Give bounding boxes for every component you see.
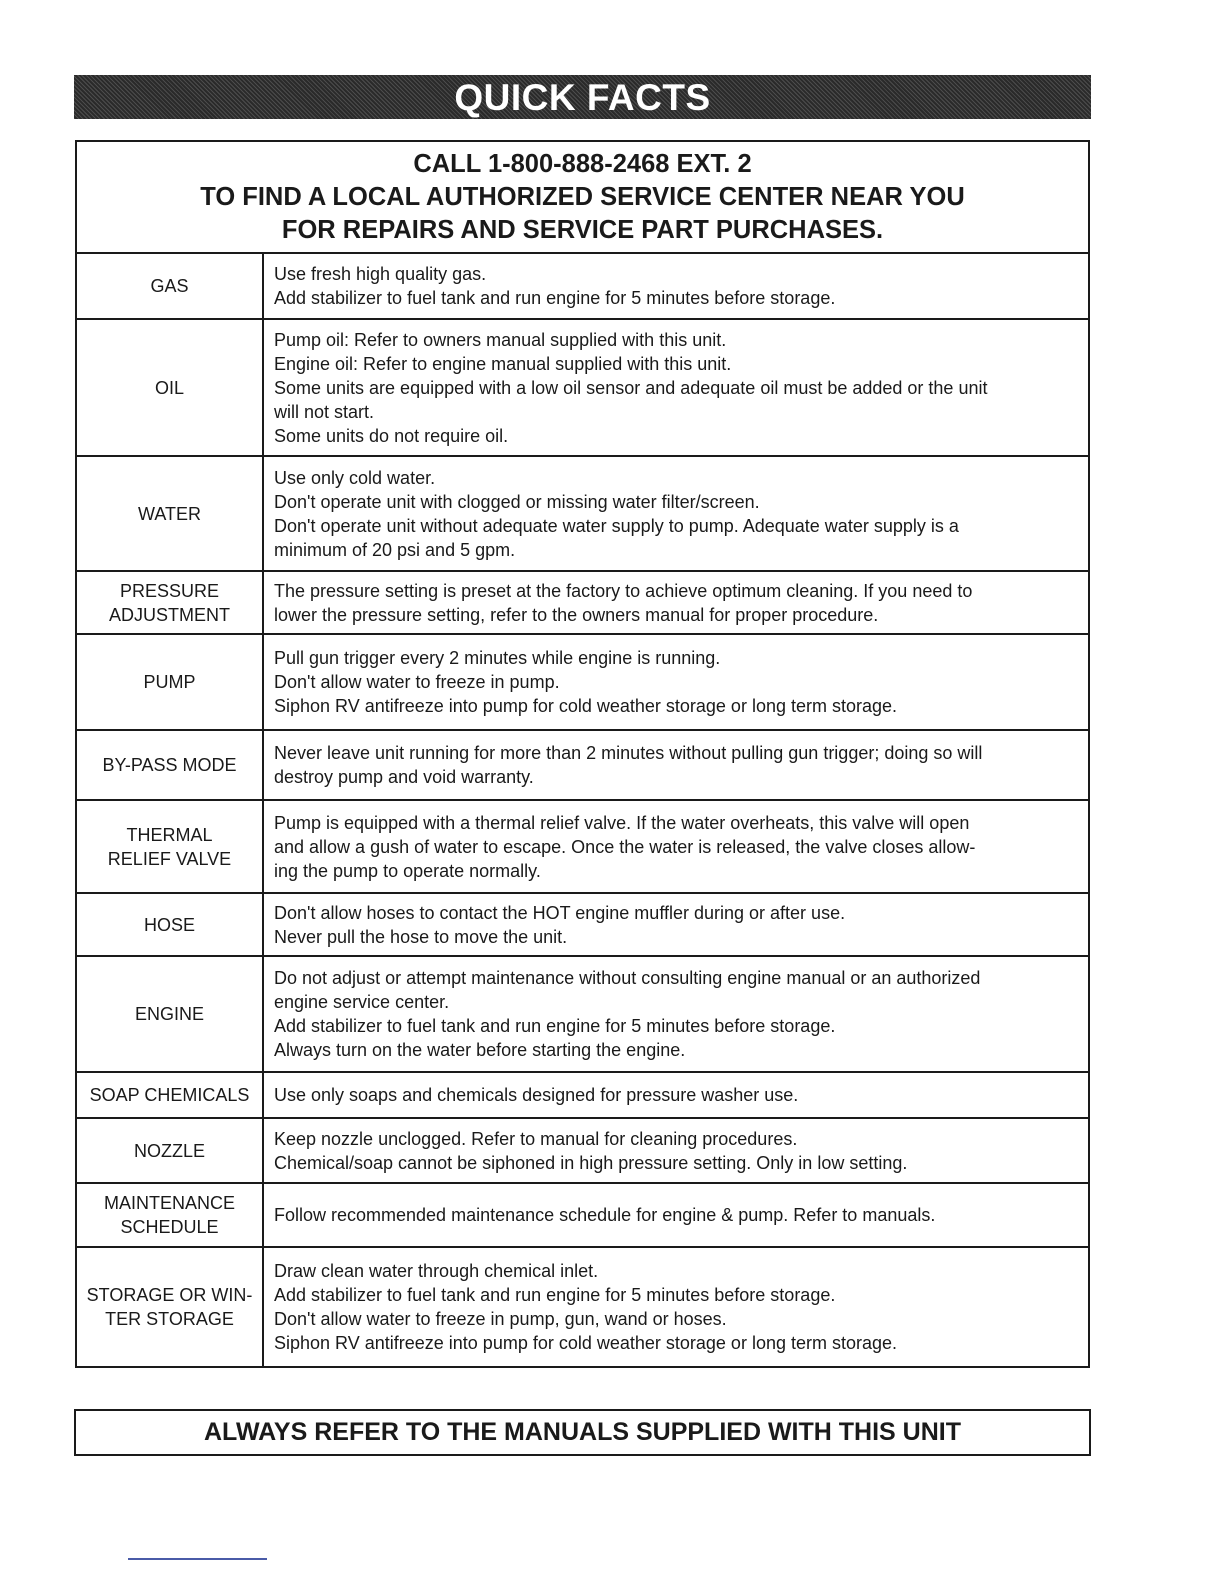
fact-label: GAS <box>77 254 264 318</box>
fact-description: Do not adjust or attempt maintenance without consulting engine manual or an authorized engine service center. Add stabilizer to fuel tank and run engine for 5 minutes before storage. Always turn on the water before starting the engine. <box>274 968 981 1060</box>
fact-row-hose <box>77 894 1088 957</box>
header-line: FOR REPAIRS AND SERVICE PART PURCHASES. <box>281 215 884 244</box>
manuals-reminder <box>74 1409 1091 1456</box>
fact-row-gas <box>77 254 1088 320</box>
fact-label: STORAGE OR WIN- TER STORAGE <box>77 1248 264 1366</box>
fact-row-thermal-relief-valve <box>77 801 1088 894</box>
fact-description: Pull gun trigger every 2 minutes while engine is running. Don't allow water to freeze in pump. Siphon RV antifreeze into pump for cold weather storage or long term storage. <box>274 648 898 716</box>
page-title: QUICK FACTS <box>454 77 711 118</box>
fact-description: Use fresh high quality gas. Add stabilizer to fuel tank and run engine for 5 minutes before storage. <box>274 264 836 308</box>
fact-label: PRESSURE ADJUSTMENT <box>77 572 264 633</box>
fact-row-oil <box>77 320 1088 457</box>
fact-row-maintenance-schedule <box>77 1184 1088 1248</box>
fact-label: ENGINE <box>77 957 264 1071</box>
fact-description: Use only soaps and chemicals designed for pressure washer use. <box>274 1085 799 1105</box>
fact-row-by-pass-mode <box>77 731 1088 801</box>
fact-row-nozzle <box>77 1119 1088 1184</box>
fact-label: BY-PASS MODE <box>77 731 264 799</box>
fact-row-pump <box>77 635 1088 731</box>
fact-label: THERMAL RELIEF VALVE <box>77 801 264 892</box>
fact-row-pressure-adjustment <box>77 572 1088 635</box>
fact-description: Never leave unit running for more than 2 minutes without pulling gun trigger; doing so will destroy pump and void warranty. <box>274 743 983 787</box>
fact-label: OIL <box>77 320 264 455</box>
fact-description: Pump is equipped with a thermal relief valve. If the water overheats, this valve will open and allow a gush of water to escape. Once the water is released, the valve closes allow- ing the pump to operate normally. <box>274 812 976 881</box>
fact-description: Follow recommended maintenance schedule for engine & pump. Refer to manuals. <box>274 1205 936 1225</box>
header-line: TO FIND A LOCAL AUTHORIZED SERVICE CENTER NEAR YOU <box>200 182 965 211</box>
fact-description: Pump oil: Refer to owners manual supplied with this unit. Engine oil: Refer to engine manual supplied with this unit. Some units are equipped with a low oil sensor and adequate oil must be added or the unit will not start. Some units do not require oil. <box>274 329 988 446</box>
quick-facts-banner <box>74 75 1091 119</box>
fact-label: MAINTENANCE SCHEDULE <box>77 1184 264 1246</box>
fact-label: NOZZLE <box>77 1119 264 1182</box>
fact-description: Draw clean water through chemical inlet. Add stabilizer to fuel tank and run engine for 5 minutes before storage. Don't allow water to freeze in pump, gun, wand or hoses. Siphon RV antifreeze into pump for cold weather storage or long term storage. <box>274 1261 898 1353</box>
quick-facts-table <box>75 140 1090 1368</box>
fact-label: PUMP <box>77 635 264 729</box>
header-line: CALL 1-800-888-2468 EXT. 2 <box>413 149 752 178</box>
fact-label: HOSE <box>77 894 264 955</box>
fact-row-water <box>77 457 1088 572</box>
footer-divider <box>128 1558 267 1560</box>
service-call-header <box>77 142 1088 254</box>
fact-description: Keep nozzle unclogged. Refer to manual for cleaning procedures. Chemical/soap cannot be siphoned in high pressure setting. Only in low setting. <box>274 1128 908 1173</box>
manuals-reminder-text: ALWAYS REFER TO THE MANUALS SUPPLIED WITH THIS UNIT <box>204 1418 961 1446</box>
fact-description: The pressure setting is preset at the factory to achieve optimum cleaning. If you need to lower the pressure setting, refer to the owners manual for proper procedure. <box>274 580 973 625</box>
fact-label: WATER <box>77 457 264 570</box>
fact-row-engine <box>77 957 1088 1073</box>
fact-row-storage <box>77 1248 1088 1366</box>
fact-row-soap-chemicals <box>77 1073 1088 1119</box>
fact-description: Don't allow hoses to contact the HOT engine muffler during or after use. Never pull the hose to move the unit. <box>274 902 846 947</box>
fact-description: Use only cold water. Don't operate unit with clogged or missing water filter/screen. Don't operate unit without adequate water supply to pump. Adequate water supply is a minimum of 20 psi and 5 gpm. <box>274 467 959 560</box>
fact-label: SOAP CHEMICALS <box>77 1073 264 1117</box>
